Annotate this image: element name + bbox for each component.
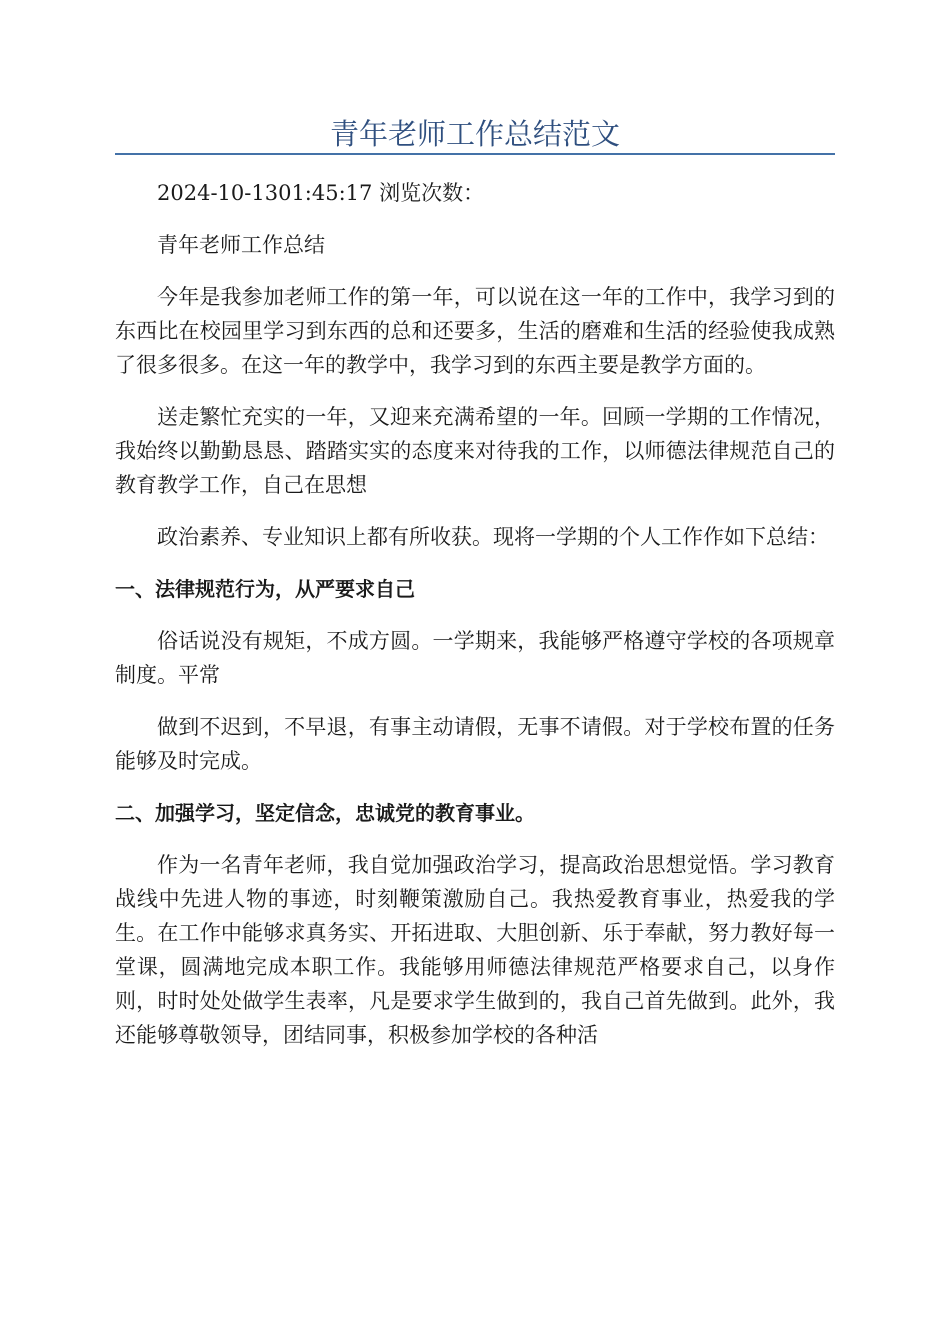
paragraph-1: 今年是我参加老师工作的第一年，可以说在这一年的工作中，我学习到的东西比在校园里学习到东西的总和还要多，生活的磨难和生活的经验使我成熟了很多很多。在这一年的教学中，我学习到的东西主要是教学方面的。 [115,285,835,377]
paragraph-5: 做到不迟到，不早退，有事主动请假，无事不请假。对于学校布置的任务能够及时完成。 [115,715,835,773]
paragraph-4: 俗话说没有规矩，不成方圆。一学期来，我能够严格遵守学校的各项规章制度。平常 [115,629,835,687]
paragraph-6: 作为一名青年老师，我自觉加强政治学习，提高政治思想觉悟。学习教育战线中先进人物的事迹，时刻鞭策激励自己。我热爱教育事业，热爱我的学生。在工作中能够求真务实、开拓进取、大胆创新、乐于奉献，努力教好每一堂课，圆满地完成本职工作。我能够用师德法律规范严格要求自己，以身作则，时时处处做学生表率，凡是要求学生做到的，我自己首先做到。此外，我还能够尊敬领导，团结同事，积极参加学校的各种活 [115,853,835,1047]
document-title: 青年老师工作总结范文 [329,117,620,151]
title-underline [115,153,835,155]
paragraph-2: 送走繁忙充实的一年，又迎来充满希望的一年。回顾一学期的工作情况，我始终以勤勤恳恳、踏踏实实的态度来对待我的工作，以师德法律规范自己的教育教学工作，自己在思想 [115,405,835,497]
document-body [115,176,835,1052]
meta-line: 2024-10-1301:45:17 浏览次数： [157,181,485,205]
paragraph-3: 政治素养、专业知识上都有所收获。现将一学期的个人工作作如下总结： [157,525,829,549]
heading-1: 一、法律规范行为，从严要求自己 [115,577,415,601]
subtitle: 青年老师工作总结 [157,233,325,257]
heading-2: 二、加强学习，坚定信念，忠诚党的教育事业。 [115,801,535,825]
